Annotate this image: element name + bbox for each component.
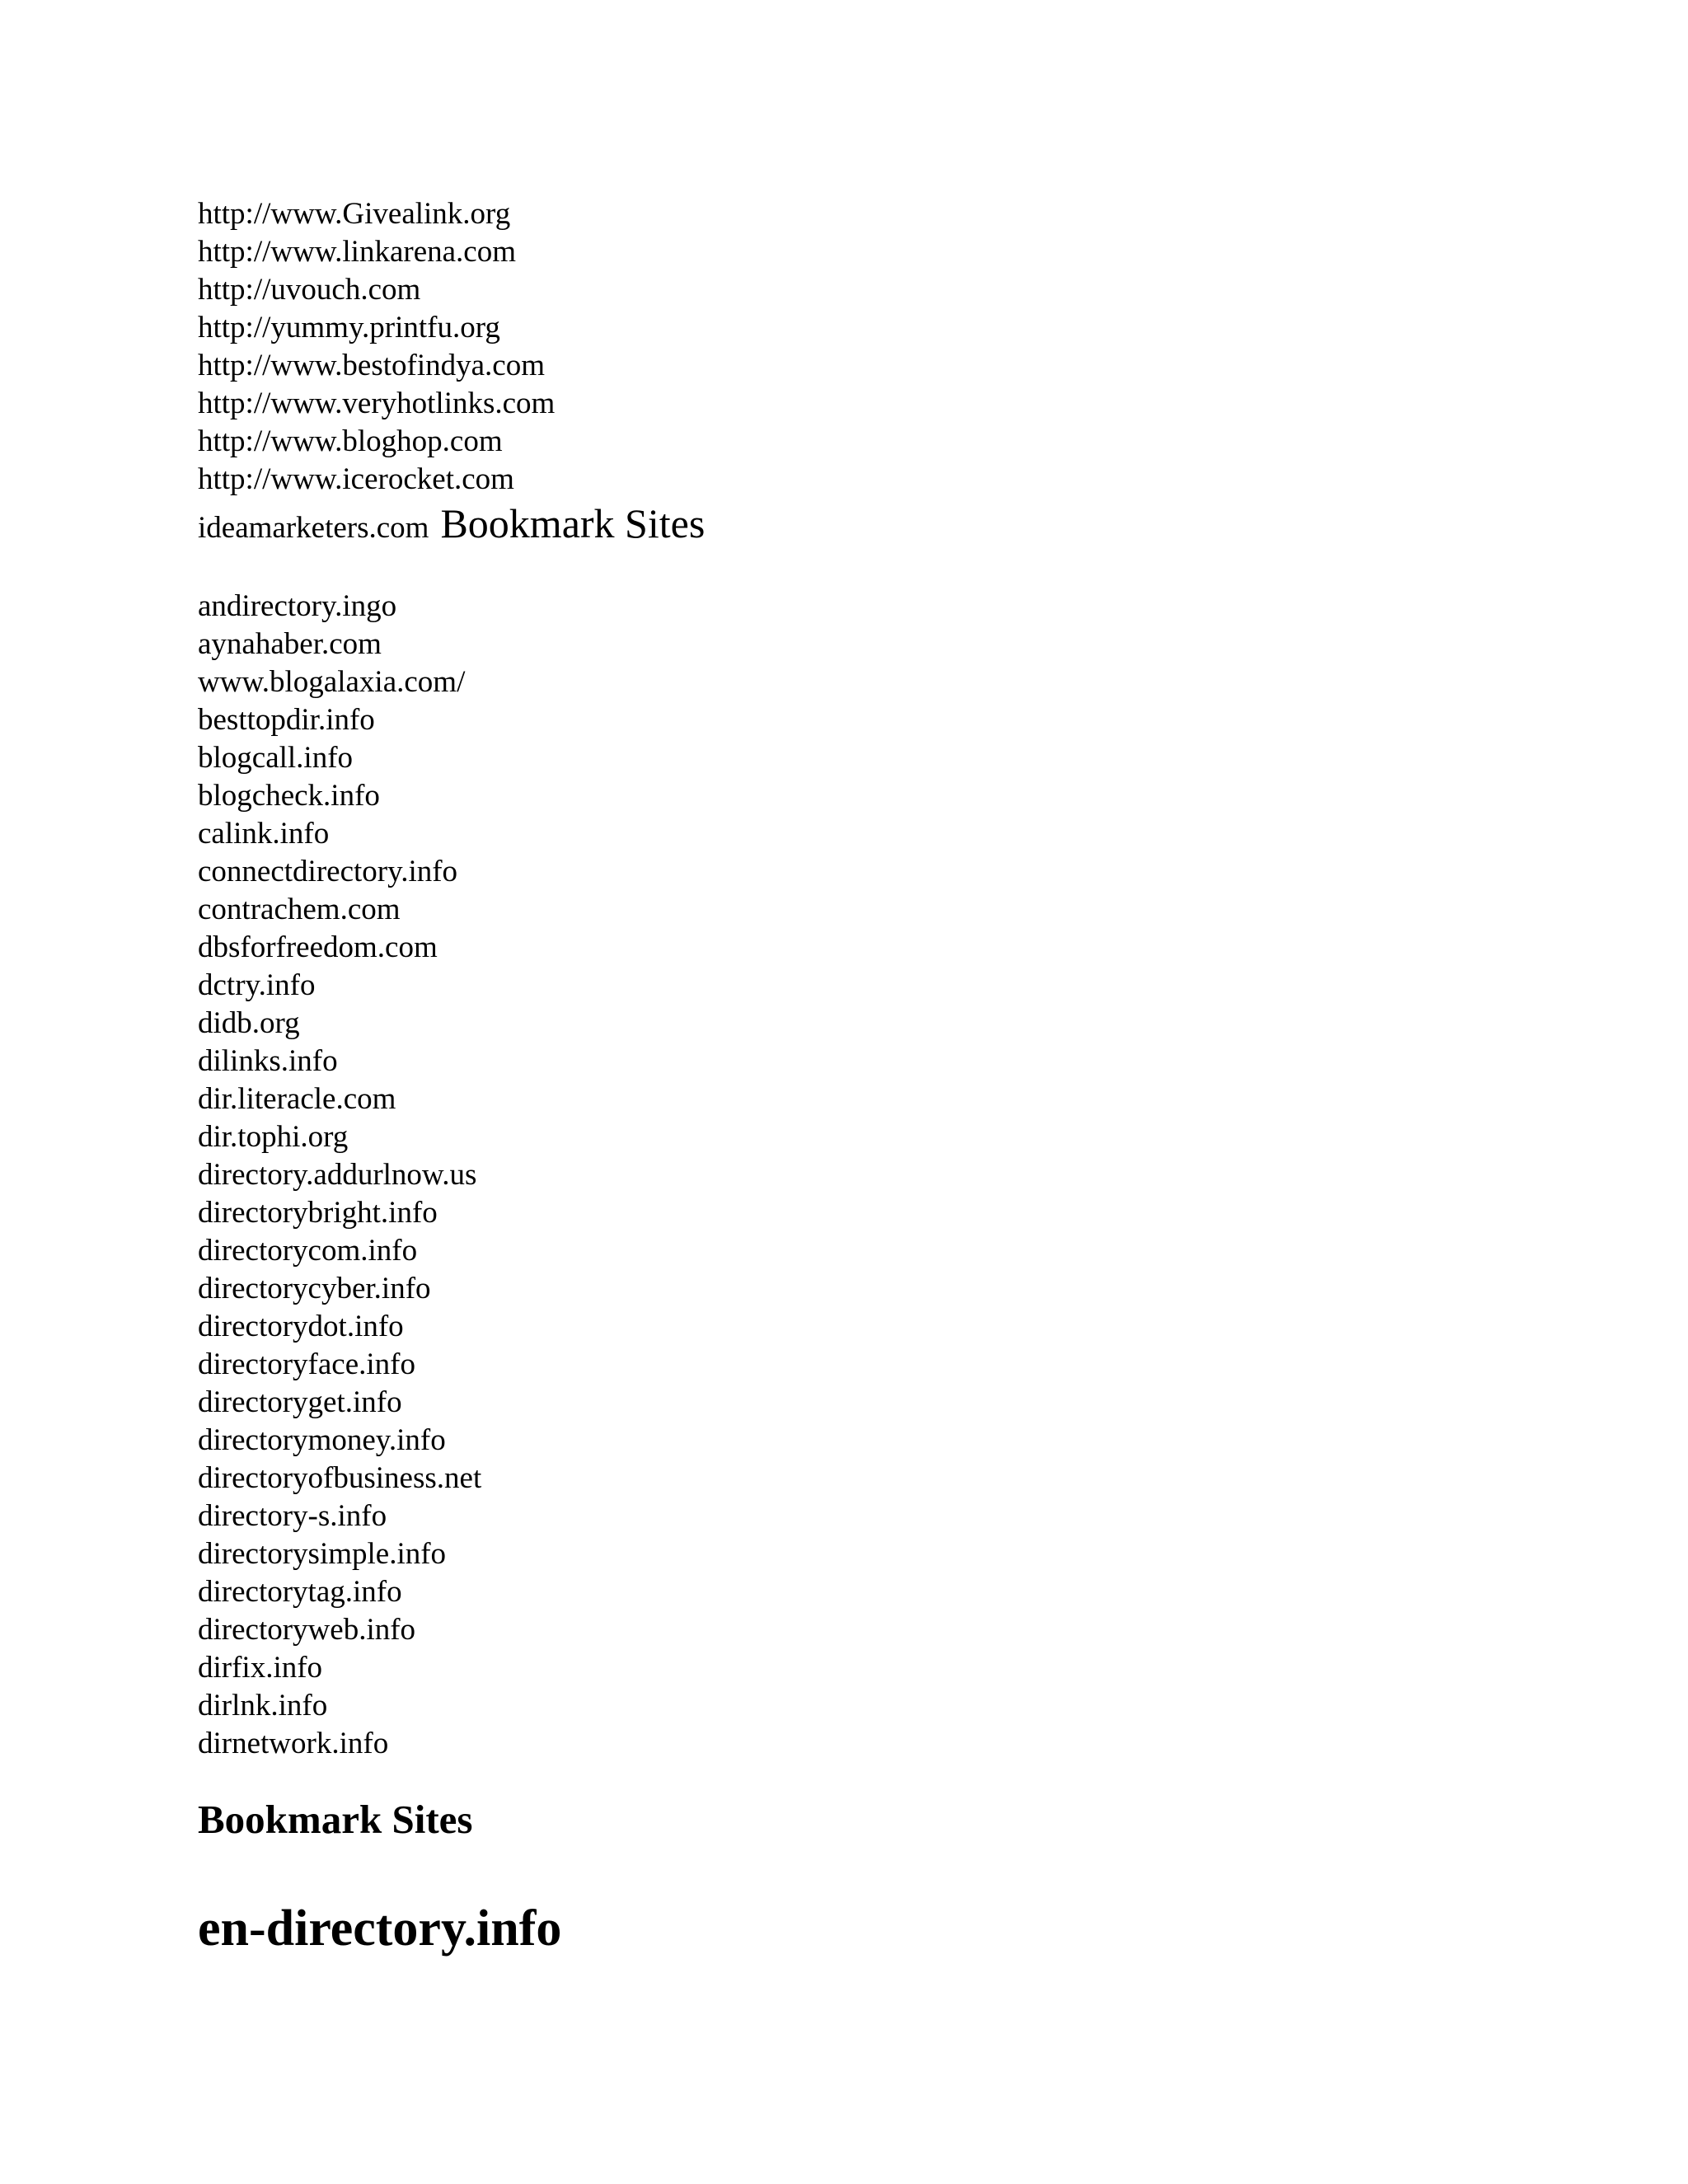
list-item: dir.tophi.org bbox=[198, 1120, 349, 1154]
list-item: http://www.linkarena.com bbox=[198, 235, 517, 269]
list-item: blogcall.info bbox=[198, 741, 354, 775]
list-item: directorymoney.info bbox=[198, 1423, 446, 1457]
list-item: http://www.bloghop.com bbox=[198, 424, 503, 458]
list-item: directory-s.info bbox=[198, 1499, 387, 1533]
mixed-heading-line bbox=[198, 499, 705, 553]
list-item: dbsforfreedom.com bbox=[198, 930, 438, 964]
list-item: www.blogalaxia.com/ bbox=[198, 665, 466, 699]
site-heading: en-directory.info bbox=[198, 1900, 562, 1957]
list-item: directoryget.info bbox=[198, 1385, 402, 1419]
list-item: http://yummy.printfu.org bbox=[198, 311, 500, 344]
list-item: directoryface.info bbox=[198, 1347, 415, 1381]
list-item: didb.org bbox=[198, 1006, 300, 1040]
list-item: calink.info bbox=[198, 817, 330, 851]
list-item: directorycyber.info bbox=[198, 1272, 431, 1305]
list-item: directorybright.info bbox=[198, 1196, 438, 1230]
list-item: dctry.info bbox=[198, 968, 316, 1002]
list-item: dirnetwork.info bbox=[198, 1727, 389, 1760]
list-item: directoryofbusiness.net bbox=[198, 1461, 482, 1495]
list-item: http://www.icerocket.com bbox=[198, 462, 514, 496]
top-link-list bbox=[198, 195, 555, 499]
list-item: dilinks.info bbox=[198, 1044, 338, 1078]
section-heading: Bookmark Sites bbox=[198, 1797, 473, 1842]
list-item: http://www.veryhotlinks.com bbox=[198, 387, 556, 420]
list-item: ideamarketers.com bbox=[198, 511, 429, 545]
list-item: directorysimple.info bbox=[198, 1537, 447, 1571]
list-item: directorycom.info bbox=[198, 1234, 418, 1268]
list-item: http://uvouch.com bbox=[198, 273, 421, 307]
list-item: directorytag.info bbox=[198, 1575, 402, 1609]
list-item: directoryweb.info bbox=[198, 1613, 416, 1647]
section-heading-inline: Bookmark Sites bbox=[440, 500, 706, 546]
list-item: besttopdir.info bbox=[198, 703, 375, 737]
list-item: directory.addurlnow.us bbox=[198, 1158, 477, 1192]
list-item: aynahaber.com bbox=[198, 627, 382, 661]
list-item: dirlnk.info bbox=[198, 1689, 328, 1722]
list-item: connectdirectory.info bbox=[198, 855, 458, 888]
list-item: dirfix.info bbox=[198, 1651, 323, 1685]
list-item: http://www.bestofindya.com bbox=[198, 349, 545, 382]
list-item: dir.literacle.com bbox=[198, 1082, 396, 1116]
list-item: andirectory.ingo bbox=[198, 589, 397, 623]
list-item: contrachem.com bbox=[198, 893, 401, 926]
list-item: blogcheck.info bbox=[198, 779, 380, 813]
list-item: directorydot.info bbox=[198, 1310, 404, 1343]
list-item: http://www.Givealink.org bbox=[198, 197, 511, 231]
directory-link-list bbox=[198, 588, 481, 1763]
